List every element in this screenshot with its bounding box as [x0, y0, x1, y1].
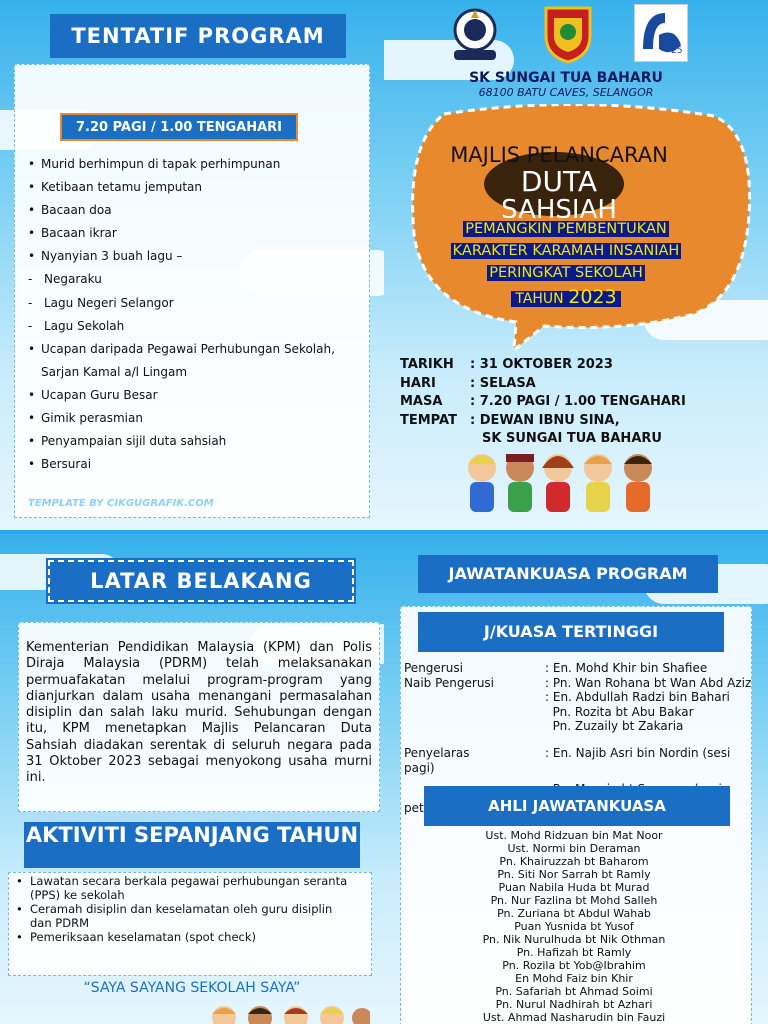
detail-row: [400, 356, 686, 375]
subtitle-line3: PERINGKAT SEKOLAH: [489, 265, 643, 281]
jk-rows: [404, 661, 764, 734]
tentatif-title: TENTATIF PROGRAM: [50, 14, 346, 58]
penyelaras-name: : En. Najib Asri bin Nordin (sesi: [545, 746, 731, 760]
jk-row: [404, 661, 764, 676]
tentatif-item: - Lagu Negeri Selangor: [28, 292, 358, 315]
penyelaras-role: Penyelaras: [404, 746, 470, 760]
ahli-item: Puan Nabila Huda bt Murad: [498, 881, 650, 894]
jk-name: : Pn. Wan Rohana bt Wan Abd Aziz: [545, 675, 752, 690]
logo-number: 25: [671, 46, 683, 56]
aktiviti-list: [16, 874, 352, 944]
jk-row: [404, 690, 764, 705]
latar-title-text: LATAR BELAKANG: [90, 569, 312, 593]
slogan: “SAYA SAYANG SEKOLAH SAYA”: [83, 980, 301, 996]
penyelaras2-role-cont: pet: [404, 800, 424, 815]
ahli-list: [424, 829, 724, 1024]
watermark: TEMPLATE BY CIKGUGRAFIK.COM: [28, 498, 214, 509]
school-badge-logo: [634, 4, 688, 62]
bubble-line1: MAJLIS PELANCARAN: [450, 143, 668, 167]
ahli-title: AHLI JAWATANKUASA: [424, 786, 730, 826]
tentatif-item: • Bacaan ikrar: [28, 222, 358, 245]
tentatif-item: - Negaraku: [28, 268, 358, 291]
jk-role: [404, 690, 545, 705]
jk-role: Naib Pengerusi: [404, 675, 495, 690]
ahli-item: Pn. Siti Nor Sarrah bt Ramly: [497, 868, 651, 881]
subtitle-line1: PEMANGKIN PEMBENTUKAN: [465, 221, 667, 237]
jk-name: : En. Abdullah Radzi bin Bahari: [545, 690, 730, 704]
ahli-item: Ust. Ahmad Nasharudin bin Fauzi: [482, 1011, 666, 1024]
tentatif-item: • Ketibaan tetamu jemputan: [28, 176, 358, 199]
latar-body: Kementerian Pendidikan Malaysia (KPM) dan Polis Diraja Malaysia (PDRM) telah melaksanakan permuafakatan melalui program-program yang dianjurkan dalam usaha menangani permasalahan disiplin dan salah laku murid. Sehubungan dengan itu, KPM menetapkan Majlis Pelancaran Duta Sahsiah diadakan serentak di seluruh negara pada 31 Oktober 2023 sebagai menyokong usaha murni ini.: [26, 640, 372, 786]
kids-illustration: [462, 450, 662, 522]
aktiviti-item: • Pemeriksaan keselamatan (spot check): [16, 930, 352, 944]
ahli-item: Ust. Mohd Ridzuan bin Mat Noor: [485, 829, 663, 842]
school-address: 68100 BATU CAVES, SELANGOR: [478, 86, 654, 99]
detail-label: TEMPAT: [400, 412, 457, 428]
tentatif-item: - Lagu Sekolah: [28, 315, 358, 338]
ahli-item: Pn. Hafizah bt Ramly: [516, 946, 632, 959]
subtitle-line2: KARAKTER KARAMAH INSANIAH: [452, 243, 680, 259]
kids-illustration-small: [210, 1000, 370, 1024]
tertinggi-title: J/KUASA TERTINGGI: [418, 612, 724, 652]
tentatif-item: • Gimik perasmian: [28, 407, 358, 430]
tentatif-item: • Nyanyian 3 buah lagu –: [28, 245, 358, 268]
detail-label: TARIKH: [400, 357, 454, 372]
detail-value: : DEWAN IBNU SINA,: [470, 412, 620, 428]
ahli-item: En Mohd Faiz bin Khir: [515, 972, 633, 985]
jk-name: Pn. Zuzaily bt Zakaria: [545, 719, 684, 733]
ahli-item: Pn. Nurul Nadhirah bt Azhari: [495, 998, 653, 1011]
aktiviti-item: • Lawatan secara berkala pegawai perhubungan seranta (PPS) ke sekolah: [16, 874, 352, 902]
jawatankuasa-title: JAWATANKUASA PROGRAM: [418, 555, 718, 593]
pdrm-logo: [448, 4, 502, 64]
detail-label: MASA: [400, 394, 443, 409]
ahli-item: Puan Yusnida bt Yusof: [514, 920, 634, 933]
detail-row: [400, 412, 686, 431]
time-badge: 7.20 PAGI / 1.00 TENGAHARI: [60, 113, 298, 141]
detail-row: [400, 393, 686, 412]
tentatif-item: • Ucapan daripada Pegawai Perhubungan Sekolah,: [28, 338, 358, 361]
tentatif-item: • Bacaan doa: [28, 199, 358, 222]
tentatif-item: • Bersurai: [28, 453, 358, 476]
ahli-item: Ust. Normi bin Deraman: [507, 842, 641, 855]
aktiviti-item: • Ceramah disiplin dan keselamatan oleh guru disiplin dan PDRM: [16, 902, 352, 930]
jk-row: [404, 676, 764, 691]
detail-label: HARI: [400, 375, 436, 391]
bubble-line3: SAHSIAH: [501, 196, 617, 218]
ahli-item: Pn. Khairuzzah bt Baharom: [499, 855, 649, 868]
tentatif-item: • Murid berhimpun di tapak perhimpunan: [28, 153, 358, 176]
subtitle-block: [424, 218, 708, 310]
ahli-item: Pn. Rozila bt Yob@Ibrahim: [502, 959, 646, 972]
ahli-item: Pn. Safariah bt Ahmad Soimi: [495, 985, 653, 998]
detail-label: [400, 430, 470, 449]
detail-value: : 31 OKTOBER 2023: [470, 357, 613, 372]
school-name: SK SUNGAI TUA BAHARU: [469, 70, 663, 86]
detail-row: [400, 430, 686, 449]
jk-role: Pengerusi: [404, 661, 463, 675]
detail-value: : 7.20 PAGI / 1.00 TENGAHARI: [470, 394, 686, 409]
tahun-label: TAHUN: [515, 291, 564, 307]
tentatif-item: • Ucapan Guru Besar: [28, 384, 358, 407]
jk-role: [404, 719, 545, 734]
tentatif-list: [28, 153, 358, 476]
jk-name: : En. Mohd Khir bin Shafiee: [545, 661, 708, 675]
jk-row: [404, 719, 764, 734]
ahli-item: Pn. Zuriana bt Abdul Wahab: [497, 907, 651, 920]
ahli-item: Pn. Nur Fazlina bt Mohd Salleh: [490, 894, 658, 907]
bubble-line2: DUTA: [520, 165, 598, 198]
panel-jawatankuasa: [384, 534, 768, 1024]
panel-tentatif: [0, 0, 384, 530]
tahun-value: 2023: [568, 286, 617, 308]
detail-value: : SELASA: [470, 375, 536, 391]
latar-title: [48, 560, 354, 602]
selangor-logo: [540, 2, 596, 66]
penyelaras-role-cont: pagi): [404, 760, 435, 775]
event-details: [400, 356, 686, 449]
detail-value: SK SUNGAI TUA BAHARU: [482, 431, 662, 446]
detail-row: [400, 375, 686, 394]
panel-latar: [0, 534, 384, 1024]
tentatif-item: Sarjan Kamal a/l Lingam: [41, 364, 188, 379]
jk-row: [404, 705, 764, 720]
jk-role: [404, 705, 545, 720]
ahli-item: Pn. Nik Nurulhuda bt Nik Othman: [482, 933, 666, 946]
aktiviti-title: AKTIVITI SEPANJANG TAHUN: [24, 822, 360, 868]
panel-cover: [384, 0, 768, 530]
jk-name: Pn. Rozita bt Abu Bakar: [545, 704, 694, 719]
tentatif-item: • Penyampaian sijil duta sahsiah: [28, 430, 358, 453]
